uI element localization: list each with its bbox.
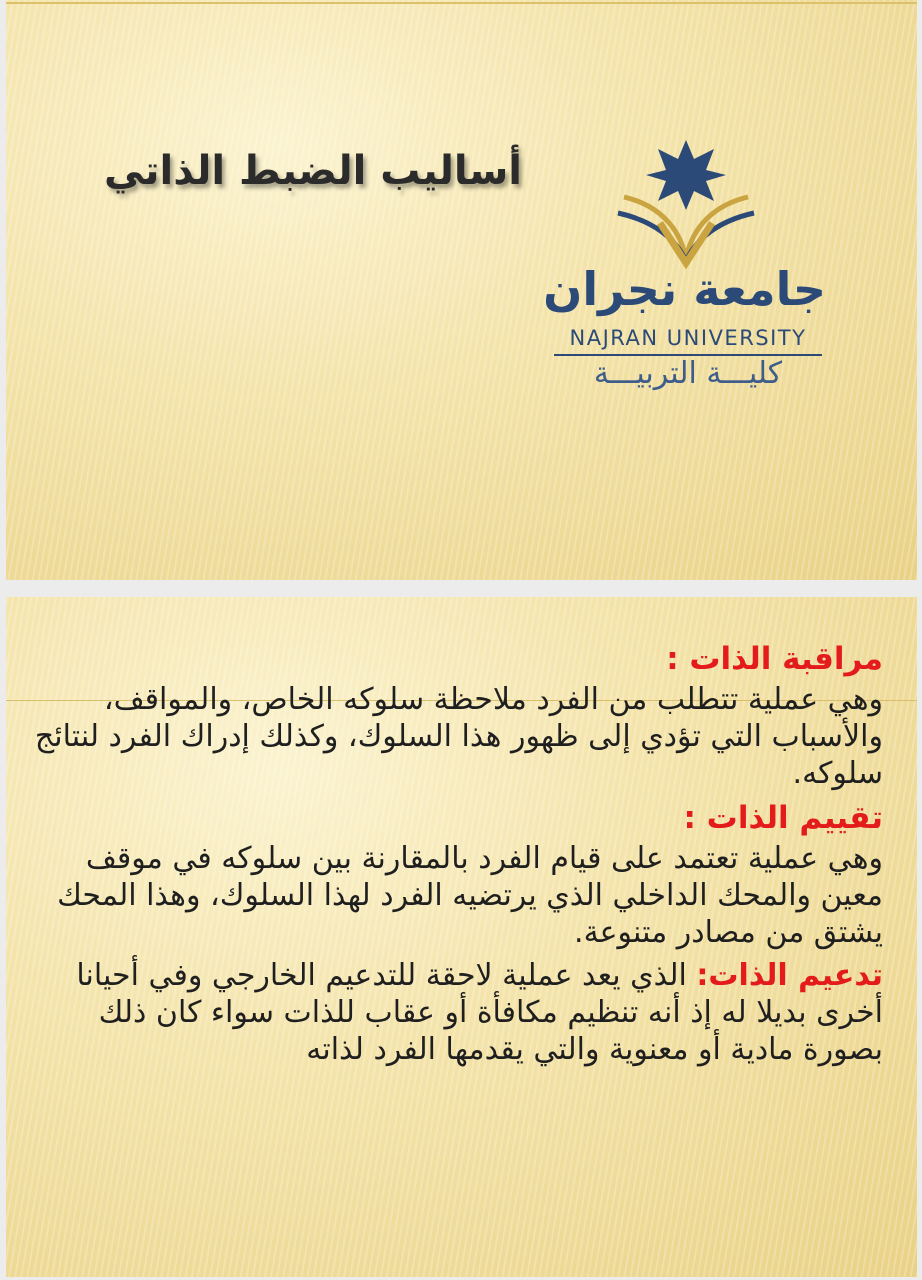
section-text-self-reinforcement: الذي يعد عملية لاحقة للتدعيم الخارجي وفي أحيانا أخرى بديلا له إذ أنه تنظيم مكافأة أو عقاب للذات سواء كان ذلك بصورة مادية أو معنوية والتي يقدمها الفرد لذاته	[76, 958, 883, 1067]
section-text-self-monitoring: وهي عملية تتطلب من الفرد ملاحظة سلوكه الخاص، والمواقف، والأسباب التي تؤدي إلى ظهور هذا السلوك، وكذلك إدراك الفرد لنتائج سلوكه.	[34, 682, 883, 791]
content-body	[30, 637, 883, 1068]
section-heading-self-monitoring: مراقبة الذات :	[666, 641, 883, 677]
section-self-reinforcement	[30, 957, 883, 1068]
gold-v-icon	[660, 223, 712, 263]
slide-title: أساليب الضبط الذاتي	[104, 148, 522, 194]
logo-english-name: NAJRAN UNIVERSITY	[569, 326, 807, 350]
section-heading-self-reinforcement: تدعيم الذات:	[696, 958, 883, 993]
logo-college-name: كليـــة التربيـــة	[593, 356, 783, 391]
top-rule	[6, 2, 917, 4]
content-slide	[6, 597, 917, 1277]
logo-arabic-name: جامعة نجران	[543, 262, 826, 316]
star-icon	[646, 140, 726, 210]
section-heading-self-evaluation: تقييم الذات :	[683, 800, 883, 836]
title-slide	[6, 0, 917, 580]
section-text-self-evaluation: وهي عملية تعتمد على قيام الفرد بالمقارنة بين سلوكه في موقف معين والمحك الداخلي الذي يرتضيه الفرد لهذا السلوك، وهذا المحك يشتق من مصادر متنوعة.	[57, 841, 883, 950]
